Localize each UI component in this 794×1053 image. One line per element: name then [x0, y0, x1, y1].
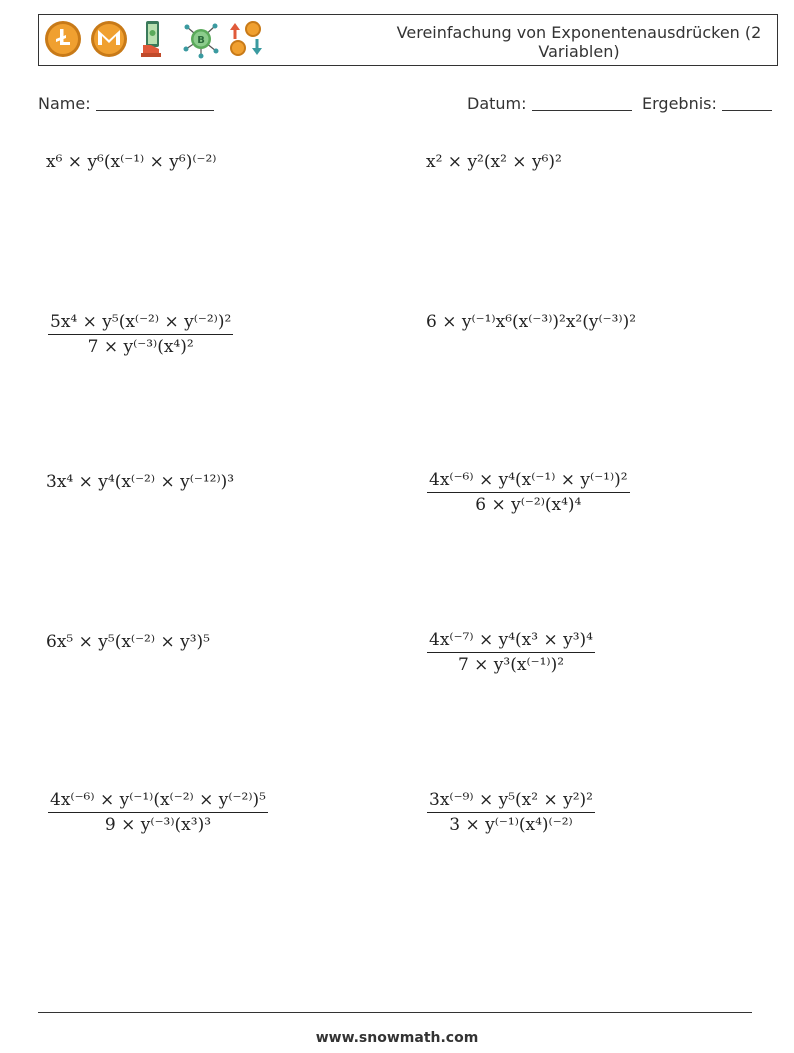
problem-6 — [427, 470, 630, 515]
problem-6-numerator: 4x⁽⁻⁶⁾ × y⁴(x⁽⁻¹⁾ × y⁽⁻¹⁾)² — [427, 470, 630, 493]
litecoin-coin-icon — [43, 19, 83, 59]
problem-9-numerator: 4x⁽⁻⁶⁾ × y⁽⁻¹⁾(x⁽⁻²⁾ × y⁽⁻²⁾)⁵ — [48, 790, 268, 813]
worksheet-title: Vereinfachung von Exponentenausdrücken (2 Variablen) — [396, 23, 762, 61]
name-blank[interactable] — [96, 94, 214, 111]
date-field[interactable] — [467, 94, 632, 113]
name-label: Name: — [38, 94, 91, 113]
problem-6-fraction — [427, 470, 630, 515]
problem-4-expression: 6 × y⁽⁻¹⁾x⁶(x⁽⁻³⁾)²x²(y⁽⁻³⁾)² — [426, 312, 637, 332]
result-label: Ergebnis: — [642, 94, 717, 113]
problem-10 — [427, 790, 595, 835]
problem-9-denominator: 9 × y⁽⁻³⁾(x³)³ — [104, 815, 212, 835]
footer-url[interactable]: www.snowmath.com — [315, 1030, 479, 1046]
date-label: Datum: — [467, 94, 527, 113]
monero-coin-icon — [89, 19, 129, 59]
header-icons — [43, 19, 267, 59]
problem-3-fraction — [48, 312, 233, 357]
problem-7 — [46, 632, 210, 652]
problem-2 — [426, 152, 562, 172]
problem-3 — [48, 312, 233, 357]
problem-9-fraction — [48, 790, 268, 835]
problem-2-expression: x² × y²(x² × y⁶)² — [426, 152, 562, 172]
problem-8-denominator: 7 × y³(x⁽⁻¹⁾)² — [457, 655, 565, 675]
problem-8-numerator: 4x⁽⁻⁷⁾ × y⁴(x³ × y³)⁴ — [427, 630, 595, 653]
date-blank[interactable] — [532, 94, 632, 111]
problem-10-denominator: 3 × y⁽⁻¹⁾(x⁴)⁽⁻²⁾ — [449, 815, 573, 835]
worksheet-header — [38, 14, 778, 66]
mobile-payment-icon — [135, 19, 175, 59]
crypto-exchange-icon — [227, 19, 267, 59]
problem-10-numerator: 3x⁽⁻⁹⁾ × y⁵(x² × y²)² — [427, 790, 595, 813]
result-field[interactable] — [642, 94, 772, 113]
problem-8-fraction — [427, 630, 595, 675]
name-field[interactable] — [38, 94, 214, 113]
problem-4 — [426, 312, 636, 332]
problem-10-fraction — [427, 790, 595, 835]
problem-1 — [46, 152, 216, 172]
problem-7-expression: 6x⁵ × y⁵(x⁽⁻²⁾ × y³)⁵ — [46, 632, 210, 652]
problem-8 — [427, 630, 595, 675]
problem-3-denominator: 7 × y⁽⁻³⁾(x⁴)² — [87, 337, 194, 357]
problem-9 — [48, 790, 268, 835]
footer-divider — [38, 1012, 752, 1013]
problem-5 — [46, 472, 234, 492]
problem-5-expression: 3x⁴ × y⁴(x⁽⁻²⁾ × y⁽⁻¹²⁾)³ — [46, 472, 235, 492]
bitcoin-network-icon — [181, 19, 221, 59]
problem-1-expression: x⁶ × y⁶(x⁽⁻¹⁾ × y⁶)⁽⁻²⁾ — [46, 152, 217, 172]
problem-3-numerator: 5x⁴ × y⁵(x⁽⁻²⁾ × y⁽⁻²⁾)² — [48, 312, 233, 335]
result-blank[interactable] — [722, 94, 772, 111]
svg-text:B: B — [197, 35, 205, 46]
problem-6-denominator: 6 × y⁽⁻²⁾(x⁴)⁴ — [475, 495, 582, 515]
